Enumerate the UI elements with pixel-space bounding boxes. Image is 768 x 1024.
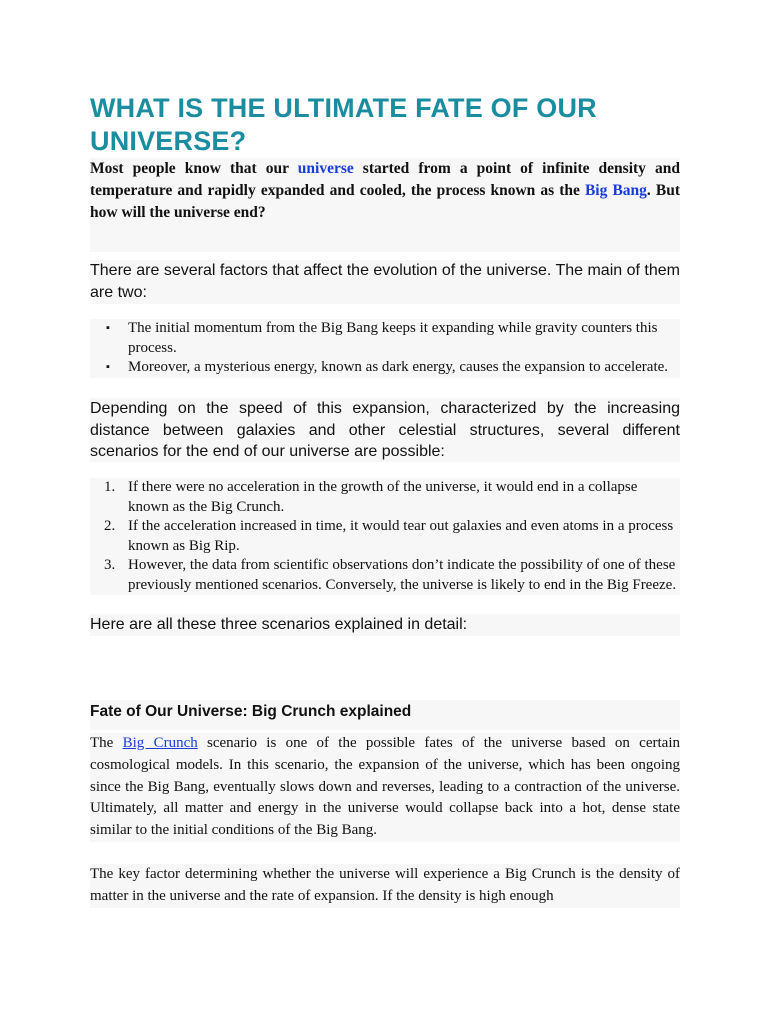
expansion-paragraph: Depending on the speed of this expansion, characterized by the increasing distance between galaxies and other celestial structures, several different scenarios for the end of our universe are possible: — [90, 400, 680, 460]
list-item — [104, 478, 680, 517]
list-item — [104, 556, 680, 595]
list-item-text: If the acceleration increased in time, it would tear out galaxies and even atoms in a process known as Big Rip. — [128, 518, 674, 554]
scenarios-list — [90, 478, 680, 595]
list-item-text: The initial momentum from the Big Bang keeps it expanding while gravity counters this process. — [128, 320, 658, 356]
list-item-text: If there were no acceleration in the growth of the universe, it would end in a collapse known as the Big Crunch. — [128, 479, 638, 515]
list-number: 1. — [104, 479, 116, 495]
list-item — [104, 517, 680, 556]
universe-link[interactable]: universe — [297, 160, 354, 177]
scenarios-intro-paragraph: Here are all these three scenarios explained in detail: — [90, 614, 680, 636]
list-number: 3. — [104, 557, 116, 573]
big-crunch-paragraph — [90, 733, 680, 842]
intro-text-3: . But how will the universe end? — [90, 182, 680, 221]
paragraph-text-2: scenario is one of the possible fates of the universe based on certain cosmological models. In this scenario, the expansion of the universe, which has been ongoing since the Big Bang, eventually slows down and reverses, leading to a contraction of the universe. Ultimately, all matter and energy in the universe would collapse back into a hot, dense state similar to the initial conditions of the Big Bang. — [90, 735, 680, 839]
page-title: WHAT IS THE ULTIMATE FATE OF OUR UNIVERSE? — [90, 93, 597, 156]
list-item-text: Moreover, a mysterious energy, known as dark energy, causes the expansion to accelerate. — [128, 359, 669, 375]
intro-text-2: started from a point of infinite density and temperature and rapidly expanded and cooled, the process known as the — [90, 160, 680, 199]
intro-paragraph — [90, 158, 680, 252]
factors-paragraph: There are several factors that affect the evolution of the universe. The main of them are two: — [90, 260, 680, 304]
paragraph-text-1: The — [90, 735, 123, 751]
list-number: 2. — [104, 518, 116, 534]
list-item — [106, 358, 680, 378]
density-paragraph: The key factor determining whether the universe will experience a Big Crunch is the density of matter in the universe and the rate of expansion. If the density is high enough — [90, 864, 680, 908]
intro-text-1: Most people know that our — [90, 160, 298, 177]
list-item-text: However, the data from scientific observations don’t indicate the possibility of one of these previously mentioned scenarios. Conversely, the universe is likely to end in the Big Freeze. — [128, 557, 677, 593]
bullet-marker: ▪ — [106, 361, 110, 373]
factors-list — [90, 319, 680, 378]
section-heading: Fate of Our Universe: Big Crunch explained — [90, 700, 680, 730]
big-bang-link[interactable]: Big Bang — [584, 182, 647, 199]
big-crunch-link[interactable]: Big Crunch — [122, 735, 198, 751]
list-item — [106, 319, 680, 358]
bullet-marker: ▪ — [106, 322, 110, 334]
